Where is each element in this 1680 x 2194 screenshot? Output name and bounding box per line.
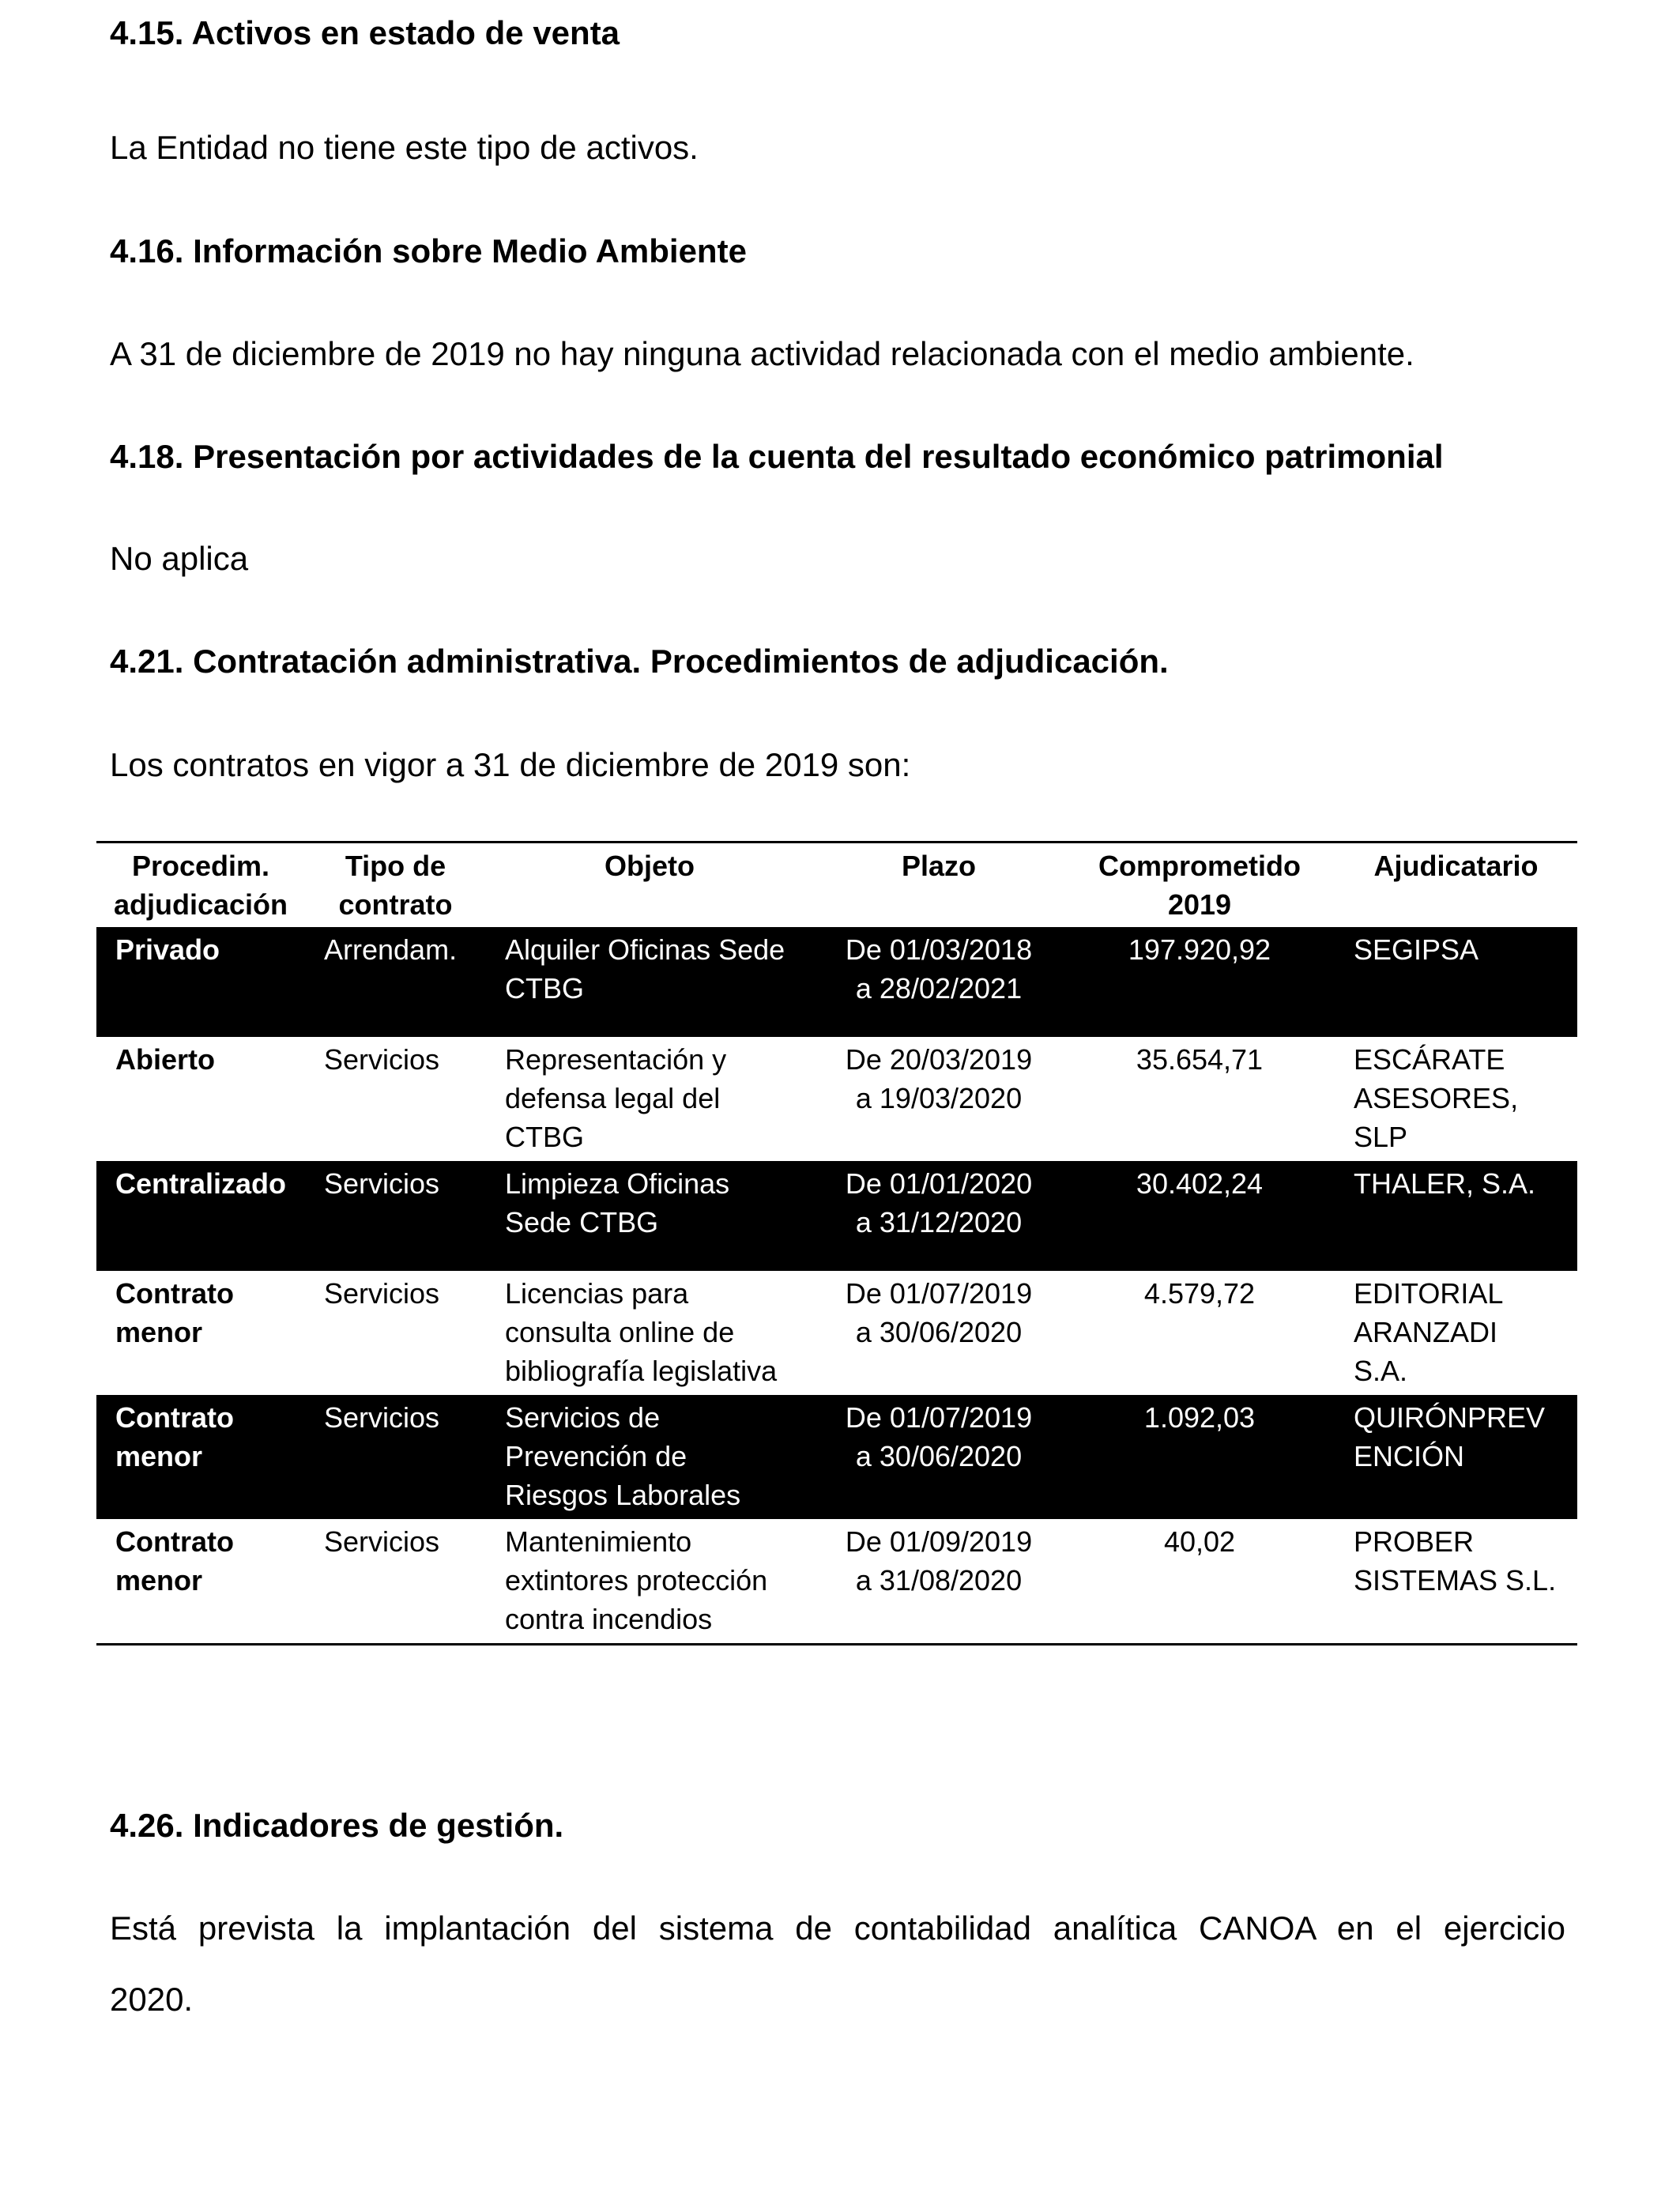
cell-line: Riesgos Laborales: [505, 1479, 741, 1511]
cell-comprometido: 35.654,71: [1136, 1043, 1264, 1076]
header-plazo: [813, 843, 1064, 928]
cell-tipo: Servicios: [324, 1277, 440, 1310]
cell-line: THALER, S.A.: [1354, 1167, 1536, 1200]
table-row: [96, 1519, 1577, 1645]
cell-tipo: Servicios: [305, 1395, 486, 1519]
cell-line: Abierto: [115, 1043, 215, 1076]
cell-procedimiento: [96, 1037, 305, 1161]
cell-procedimiento: [96, 1161, 305, 1271]
cell-line: De 01/07/2019: [845, 1401, 1033, 1434]
cell-line: a 19/03/2020: [855, 1082, 1023, 1114]
header-tipo: [305, 843, 486, 928]
cell-adjudicatario: [1335, 1161, 1577, 1271]
cell-line: extintores protección: [505, 1564, 768, 1596]
cell-line: QUIRÓNPREV: [1354, 1401, 1546, 1434]
cell-line: menor: [115, 1564, 203, 1596]
cell-line: a 30/06/2020: [855, 1440, 1023, 1472]
cell-line: bibliografía legislativa: [505, 1355, 778, 1387]
header-procedimiento: [96, 843, 305, 928]
header-line: Ajudicatario: [1373, 850, 1539, 882]
table-row: [96, 927, 1577, 1037]
cell-tipo: Servicios: [324, 1525, 440, 1558]
header-line: Tipo de: [345, 850, 446, 882]
cell-line: Alquiler Oficinas Sede: [505, 933, 785, 966]
table-row: [96, 1271, 1577, 1395]
cell-line: ENCIÓN: [1354, 1440, 1465, 1472]
cell-adjudicatario: [1335, 1037, 1577, 1161]
cell-line: De 01/07/2019: [845, 1277, 1033, 1310]
cell-line: a 30/06/2020: [855, 1316, 1023, 1348]
cell-adjudicatario: [1335, 1395, 1577, 1519]
cell-plazo: [813, 927, 1064, 1037]
table-row: [96, 1395, 1577, 1519]
cell-line: Privado: [115, 933, 220, 966]
cell-line: EDITORIAL: [1354, 1277, 1504, 1310]
cell-line: De 20/03/2019: [845, 1043, 1033, 1076]
cell-objeto: [486, 1037, 813, 1161]
cell-line: SLP: [1354, 1121, 1408, 1153]
header-line: Objeto: [605, 850, 695, 882]
cell-plazo: [813, 1519, 1064, 1645]
cell-line: De 01/01/2020: [845, 1167, 1033, 1200]
cell-line: contra incendios: [505, 1603, 713, 1635]
header-line: contrato: [338, 888, 453, 921]
contracts-table: [96, 841, 1577, 1646]
cell-line: CTBG: [505, 972, 585, 1005]
cell-objeto: [486, 1395, 813, 1519]
cell-line: Licencias para: [505, 1277, 689, 1310]
cell-line: a 31/08/2020: [855, 1564, 1023, 1596]
cell-line: Contrato: [115, 1401, 234, 1434]
cell-line: menor: [115, 1440, 203, 1472]
header-line: adjudicación: [113, 888, 288, 921]
cell-plazo: [813, 1395, 1064, 1519]
paragraph-4-26-line1: Está prevista la implantación del sistema de contabilidad analítica CANOA en el ejercicio: [110, 1909, 1565, 1947]
paragraph-4-21: Los contratos en vigor a 31 de diciembre de 2019 son:: [110, 746, 911, 783]
cell-line: SISTEMAS S.L.: [1354, 1564, 1557, 1596]
cell-line: CTBG: [505, 1121, 585, 1153]
header-comprometido: [1064, 843, 1335, 928]
table-row: [96, 1037, 1577, 1161]
cell-line: Centralizado: [115, 1167, 287, 1200]
heading-4-26: 4.26. Indicadores de gestión.: [110, 1807, 564, 1844]
cell-line: a 28/02/2021: [855, 972, 1023, 1005]
cell-line: S.A.: [1354, 1355, 1408, 1387]
cell-objeto: [486, 1271, 813, 1395]
cell-comprometido: 30.402,24: [1064, 1161, 1335, 1271]
cell-comprometido: 40,02: [1163, 1525, 1236, 1558]
heading-4-15: 4.15. Activos en estado de venta: [110, 14, 620, 51]
paragraph-4-16: A 31 de diciembre de 2019 no hay ninguna actividad relacionada con el medio ambiente.: [110, 335, 1414, 372]
cell-line: Representación y: [505, 1043, 727, 1076]
header-line: Plazo: [901, 850, 977, 882]
header-objeto: [486, 843, 813, 928]
cell-line: De 01/03/2018: [845, 933, 1033, 966]
cell-procedimiento: [96, 1519, 305, 1645]
cell-line: Contrato: [115, 1277, 234, 1310]
header-adjudicatario: [1335, 843, 1577, 928]
heading-4-21: 4.21. Contratación administrativa. Procedimientos de adjudicación.: [110, 643, 1169, 680]
cell-line: ARANZADI: [1354, 1316, 1498, 1348]
cell-procedimiento: [96, 927, 305, 1037]
cell-objeto: [486, 1519, 813, 1645]
cell-objeto: [486, 927, 813, 1037]
paragraph-4-26-line2: 2020.: [110, 1981, 194, 2018]
heading-4-18: 4.18. Presentación por actividades de la cuenta del resultado económico patrimonial: [110, 438, 1444, 475]
cell-procedimiento: [96, 1271, 305, 1395]
cell-line: Sede CTBG: [505, 1206, 659, 1238]
cell-adjudicatario: [1335, 1271, 1577, 1395]
paragraph-4-15: La Entidad no tiene este tipo de activos.: [110, 129, 699, 166]
cell-line: Mantenimiento: [505, 1525, 692, 1558]
paragraph-4-18: No aplica: [110, 540, 249, 577]
cell-adjudicatario: [1335, 927, 1577, 1037]
table-header-row: [96, 843, 1577, 928]
header-line: Procedim.: [131, 850, 270, 882]
cell-line: ESCÁRATE: [1354, 1043, 1505, 1076]
cell-line: Contrato: [115, 1525, 234, 1558]
cell-procedimiento: [96, 1395, 305, 1519]
cell-line: Limpieza Oficinas: [505, 1167, 730, 1200]
cell-line: menor: [115, 1316, 203, 1348]
cell-plazo: [813, 1161, 1064, 1271]
heading-4-16: 4.16. Información sobre Medio Ambiente: [110, 232, 747, 270]
cell-line: SEGIPSA: [1354, 933, 1479, 966]
cell-line: De 01/09/2019: [845, 1525, 1033, 1558]
cell-tipo: Servicios: [324, 1043, 440, 1076]
cell-comprometido: 1.092,03: [1064, 1395, 1335, 1519]
cell-tipo: Arrendam.: [305, 927, 486, 1037]
table-row: [96, 1161, 1577, 1271]
cell-objeto: [486, 1161, 813, 1271]
header-line: Comprometido: [1098, 850, 1301, 882]
header-line: 2019: [1167, 888, 1232, 921]
cell-line: Servicios de: [505, 1401, 661, 1434]
cell-line: defensa legal del: [505, 1082, 721, 1114]
cell-plazo: [813, 1037, 1064, 1161]
cell-line: PROBER: [1354, 1525, 1475, 1558]
cell-comprometido: 4.579,72: [1143, 1277, 1256, 1310]
cell-tipo: Servicios: [305, 1161, 486, 1271]
cell-line: Prevención de: [505, 1440, 687, 1472]
cell-plazo: [813, 1271, 1064, 1395]
cell-line: a 31/12/2020: [855, 1206, 1023, 1238]
cell-line: consulta online de: [505, 1316, 735, 1348]
cell-adjudicatario: [1335, 1519, 1577, 1645]
cell-line: ASESORES,: [1354, 1082, 1519, 1114]
cell-comprometido: 197.920,92: [1064, 927, 1335, 1037]
